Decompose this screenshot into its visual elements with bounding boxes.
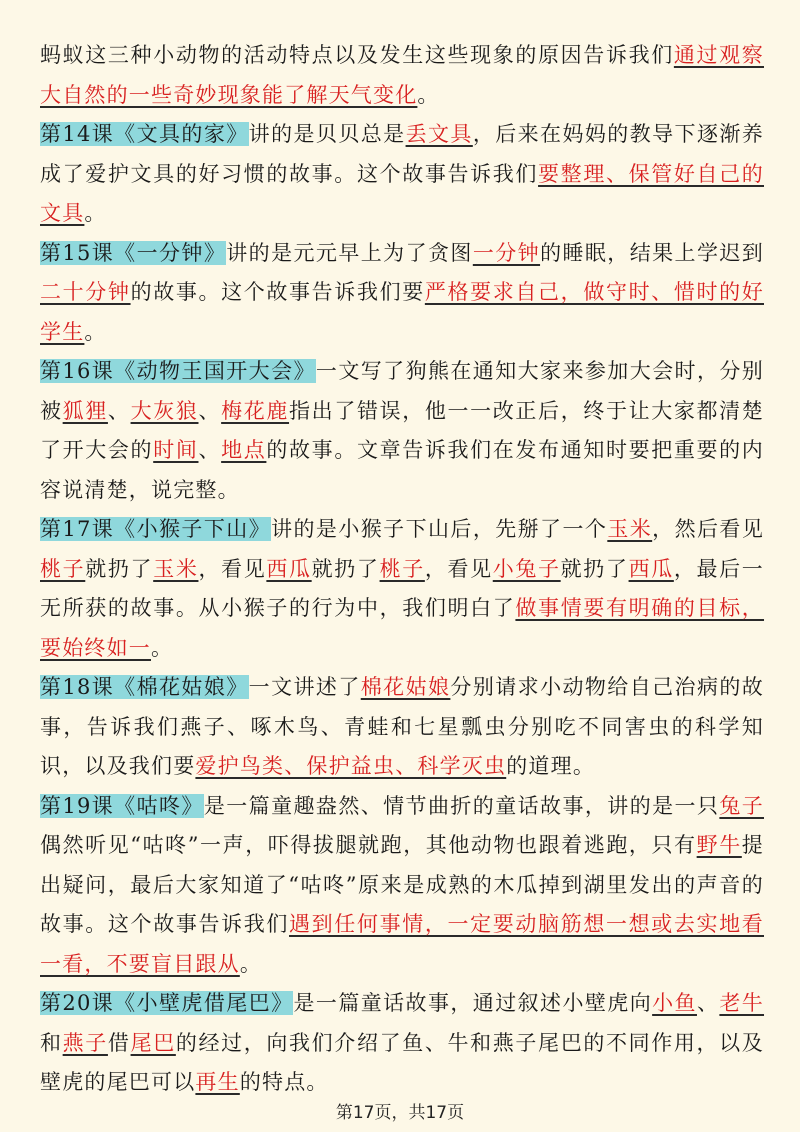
text-run: 讲的是元元早上为了贪图 bbox=[226, 240, 473, 265]
text-run: 借 bbox=[107, 1030, 131, 1055]
lesson-title: 第17课《小猴子下山》 bbox=[40, 517, 272, 541]
lesson-title: 第15课《一分钟》 bbox=[40, 240, 227, 265]
text-run: ，看见 bbox=[198, 556, 267, 581]
text-run: 是一篇童趣盎然、情节曲折的童话故事，讲的是一只 bbox=[203, 793, 720, 818]
text-run: 一文写了狗熊在通知大家来参加大会时，分别被 bbox=[40, 359, 764, 423]
lesson-title: 第18课《棉花姑娘》 bbox=[40, 675, 249, 699]
page-footer: 第17页，共17页 bbox=[335, 1103, 465, 1123]
text-run: 。 bbox=[239, 951, 263, 976]
key-point: 西瓜 bbox=[266, 556, 312, 581]
text-run: 、 bbox=[198, 438, 222, 462]
key-point: 狐狸 bbox=[62, 398, 108, 423]
key-point: 再生 bbox=[195, 1070, 240, 1094]
paragraph bbox=[40, 510, 764, 668]
key-point: 野牛 bbox=[696, 833, 742, 857]
text-run: ，然后看见 bbox=[652, 517, 765, 541]
document-body bbox=[40, 36, 764, 1103]
text-run: 偶然听见“咕咚”一声，吓得拔腿就跑，其他动物也跟着逃跑，只有 bbox=[40, 833, 697, 857]
key-point: 时间 bbox=[153, 438, 199, 462]
text-run: 和 bbox=[40, 1030, 63, 1055]
paragraph bbox=[40, 787, 764, 985]
key-point: 桃子 bbox=[379, 556, 425, 581]
key-point: 通过观察大自然的一些奇妙现象能了解天气变化 bbox=[40, 43, 764, 107]
text-run: 的经过，向我们介绍了鱼、牛和燕子尾巴的不同作用，以及壁虎的尾巴可以 bbox=[40, 1030, 764, 1094]
key-point: 严格要求自己，做守时、惜时的好学生 bbox=[40, 280, 764, 344]
text-run: 的故事。这个故事告诉我们要 bbox=[130, 280, 425, 304]
key-point: 丢文具 bbox=[405, 122, 473, 146]
text-run: 、 bbox=[107, 398, 131, 423]
key-point: 梅花鹿 bbox=[221, 398, 290, 423]
key-point: 一分钟 bbox=[472, 240, 541, 265]
key-point: 棉花姑娘 bbox=[360, 675, 451, 699]
lesson-title: 第14课《文具的家》 bbox=[40, 122, 249, 146]
text-run: 一文讲述了 bbox=[248, 675, 361, 699]
text-run: 蚂蚁这三种小动物的活动特点以及发生这些现象的原因告诉我们 bbox=[40, 43, 674, 67]
text-run: ，最后一无所获的故事。从小猴子的行为中，我们明白了 bbox=[40, 556, 764, 620]
paragraph bbox=[40, 352, 764, 510]
lesson-title: 第20课《小壁虎借尾巴》 bbox=[40, 991, 294, 1015]
text-run: 提出疑问，最后大家知道了“咕咚”原来是成熟的木瓜掉到湖里发出的声音的故事。这个故事告诉我们 bbox=[40, 833, 764, 936]
text-run: 的道理。 bbox=[506, 754, 596, 778]
text-run: ，看见 bbox=[424, 556, 493, 581]
text-run: 讲的是小猴子下山后，先掰了一个 bbox=[271, 517, 608, 541]
paragraph bbox=[40, 234, 764, 353]
paragraph bbox=[40, 36, 764, 115]
key-point: 玉米 bbox=[153, 556, 199, 581]
text-run: 。 bbox=[84, 319, 107, 344]
key-point: 老牛 bbox=[719, 991, 765, 1015]
text-run: 、 bbox=[696, 991, 720, 1015]
key-point: 大灰狼 bbox=[130, 398, 199, 423]
text-run: 的睡眠，结果上学迟到 bbox=[540, 240, 764, 265]
key-point: 爱护鸟类、保护益虫、科学灭虫 bbox=[195, 754, 507, 778]
key-point: 燕子 bbox=[62, 1030, 108, 1055]
key-point: 桃子 bbox=[40, 556, 86, 581]
text-run: 分别请求小动物给自己治病的故事，告诉我们燕子、啄木鸟、青蛙和七星瓢虫分别吃不同害虫的科学知识，以及我们要 bbox=[40, 675, 764, 778]
key-point: 做事情要有明确的目标，要始终如一 bbox=[40, 596, 765, 660]
paragraph bbox=[40, 668, 764, 787]
key-point: 小兔子 bbox=[492, 556, 561, 581]
key-point: 要整理、保管好自己的文具 bbox=[40, 161, 764, 225]
text-run: 的特点。 bbox=[239, 1070, 329, 1094]
text-run: 指出了错误，他一一改正后，终于让大家都清楚了开大会的 bbox=[40, 398, 764, 462]
key-point: 地点 bbox=[221, 438, 267, 462]
key-point: 尾巴 bbox=[130, 1030, 176, 1055]
paragraph bbox=[40, 984, 764, 1103]
text-run: 就扔了 bbox=[85, 556, 154, 581]
text-run: 就扔了 bbox=[560, 556, 629, 581]
key-point: 小鱼 bbox=[652, 991, 697, 1015]
lesson-title: 第16课《动物王国开大会》 bbox=[40, 359, 316, 383]
lesson-title: 第19课《咕咚》 bbox=[40, 793, 204, 818]
text-run: 讲的是贝贝总是 bbox=[248, 122, 406, 146]
key-point: 遇到任何事情，一定要动脑筋想一想或去实地看一看，不要盲目跟从 bbox=[40, 912, 764, 976]
paragraph bbox=[40, 115, 764, 234]
key-point: 玉米 bbox=[607, 517, 653, 541]
text-run: 、 bbox=[198, 398, 222, 423]
text-run: 就扔了 bbox=[311, 556, 380, 581]
text-run: 。 bbox=[84, 201, 107, 225]
key-point: 兔子 bbox=[719, 793, 764, 818]
text-run: 的故事。文章告诉我们在发布通知时要把重要的内容说清楚，说完整。 bbox=[40, 438, 765, 502]
key-point: 西瓜 bbox=[628, 556, 674, 581]
text-run: ，后来在妈妈的教导下逐渐养成了爱护文具的好习惯的故事。这个故事告诉我们 bbox=[40, 122, 764, 186]
text-run: 。 bbox=[151, 635, 174, 660]
key-point: 二十分钟 bbox=[40, 280, 131, 304]
text-run: 是一篇童话故事，通过叙述小壁虎向 bbox=[293, 991, 653, 1015]
text-run: 。 bbox=[417, 82, 440, 107]
